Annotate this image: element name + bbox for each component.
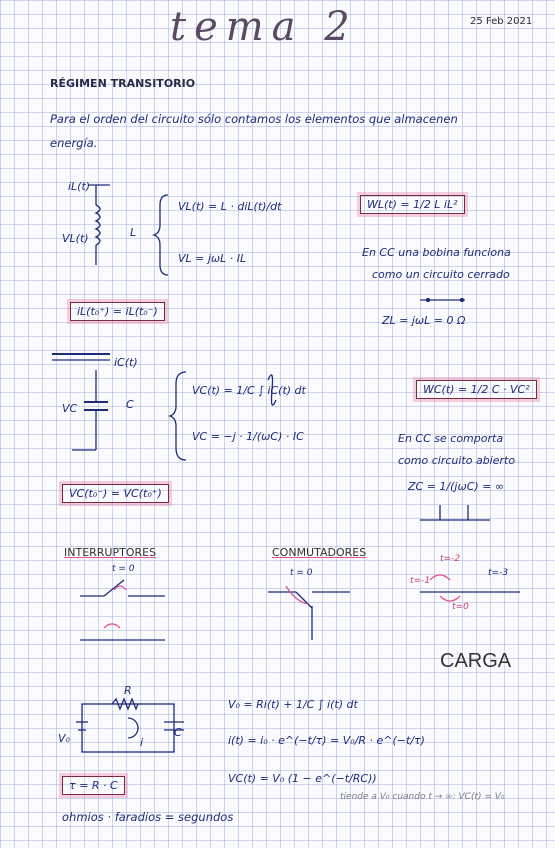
switch-tminus1-label: t=-1 xyxy=(410,576,431,586)
capacitor-note-2: como circuito abierto xyxy=(398,454,516,467)
inductor-energy-box: WL(t) = 1/2 L iL² xyxy=(360,195,465,214)
page-title: tema 2 xyxy=(170,4,358,50)
capacitor-current-label: iC(t) xyxy=(114,356,138,369)
interruptor-t0-label: t = 0 xyxy=(112,564,135,574)
inductor-impedance: ZL = jωL = 0 Ω xyxy=(382,314,466,327)
inductor-current-label: iL(t) xyxy=(68,180,91,193)
rc-source-label: V₀ xyxy=(58,732,70,745)
inductor-voltage-label: VL(t) xyxy=(62,232,89,245)
switch-tzero-label: t=0 xyxy=(452,602,469,612)
switch-tminus3-label: t=-3 xyxy=(488,568,509,578)
intro-line-2: energía. xyxy=(50,136,98,150)
rc-resistor-label: R xyxy=(124,684,132,697)
capacitor-eq-1: VC(t) = 1/C ∫ iC(t) dt xyxy=(192,384,306,397)
section-heading: RÉGIMEN TRANSITORIO xyxy=(50,77,196,90)
date: 25 Feb 2021 xyxy=(470,16,533,27)
conmutador-t0-label: t = 0 xyxy=(290,568,313,578)
capacitor-note-1: En CC se comporta xyxy=(398,432,504,445)
inductor-note-2: como un circuito cerrado xyxy=(372,268,510,281)
capacitor-eq-2: VC = −j · 1/(ωC) · IC xyxy=(192,430,304,443)
inductor-note-1: En CC una bobina funciona xyxy=(362,246,511,259)
inductor-continuity-box: iL(t₀⁺) = iL(t₀⁻) xyxy=(70,302,165,321)
inductor-component-label: L xyxy=(130,226,137,239)
conmutadores-heading: CONMUTADORES xyxy=(272,546,367,559)
rc-current-label: i xyxy=(140,736,144,749)
carga-eq-3-note: tiende a V₀ cuando t → ∞: VC(t) = V₀ xyxy=(340,792,505,802)
capacitor-energy-box: WC(t) = 1/2 C · VC² xyxy=(416,380,537,399)
interruptores-heading: INTERRUPTORES xyxy=(64,546,157,559)
capacitor-component-label: C xyxy=(126,398,134,411)
intro-line-1: Para el orden del circuito sólo contamos los elementos que almacenen xyxy=(50,112,458,126)
rc-capacitor-label: C xyxy=(174,726,182,739)
carga-eq-3: VC(t) = V₀ (1 − e^(−t/RC)) xyxy=(228,772,377,785)
inductor-eq-1: VL(t) = L · diL(t)/dt xyxy=(178,200,282,213)
carga-heading: CARGA xyxy=(440,650,512,672)
inductor-eq-2: VL = jωL · IL xyxy=(178,252,247,265)
capacitor-continuity-box: VC(t₀⁻) = VC(t₀⁺) xyxy=(62,484,169,503)
capacitor-impedance: ZC = 1/(jωC) = ∞ xyxy=(408,480,505,493)
switch-tminus2-label: t=-2 xyxy=(440,554,461,564)
capacitor-voltage-label: VC xyxy=(62,402,78,415)
tau-box: τ = R · C xyxy=(62,776,125,795)
carga-eq-2: i(t) = i₀ · e^(−t/τ) = V₀/R · e^(−t/τ) xyxy=(228,734,425,747)
carga-eq-1: V₀ = Ri(t) + 1/C ∫ i(t) dt xyxy=(228,698,358,711)
units-line: ohmios · faradios = segundos xyxy=(62,810,234,824)
